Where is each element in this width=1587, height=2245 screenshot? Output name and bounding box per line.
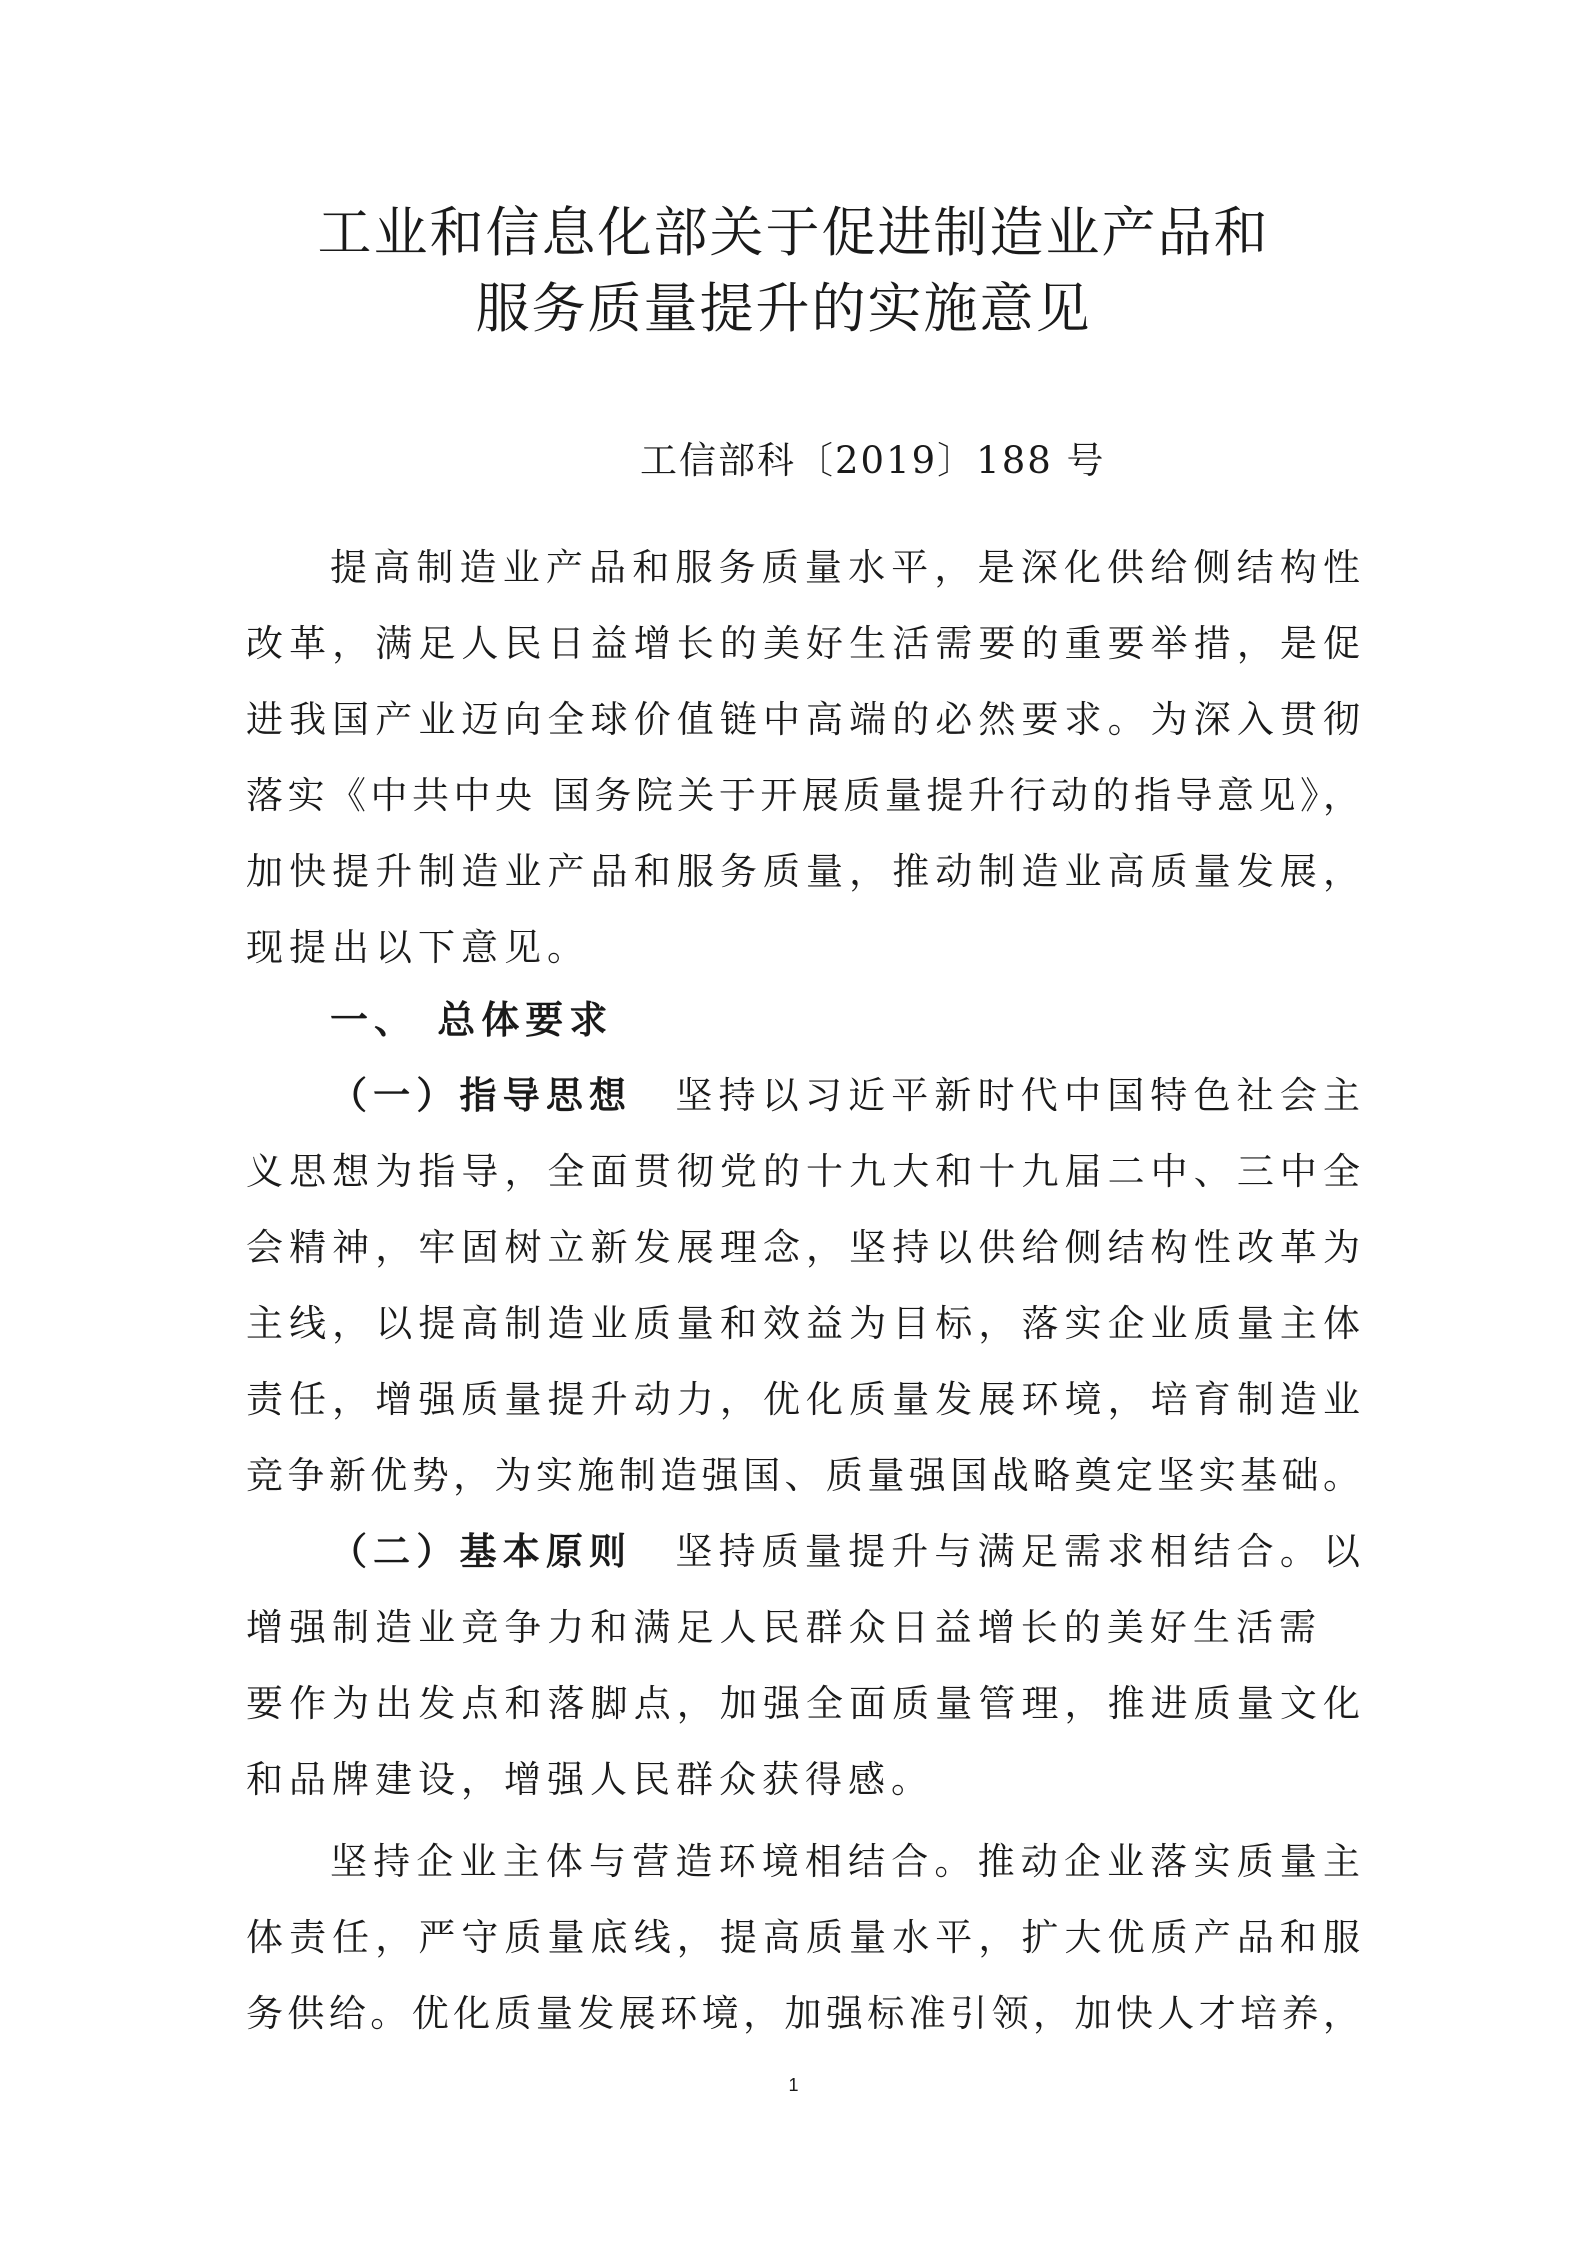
subsection-text: 坚持质量提升与满足需求相结合。以: [632, 1530, 1361, 1573]
subsection-first-line: [330, 1532, 1360, 1572]
paragraph-line: 进我国产业迈向全球价值链中高端的必然要求。为深入贯彻: [246, 698, 1360, 741]
subsection-label: （二）基本原则: [330, 1530, 633, 1573]
subsection-text: 坚持以习近平新时代中国特色社会主: [632, 1074, 1361, 1117]
document-title-line-1: 工业和信息化部关于促进制造业产品和: [317, 201, 1270, 264]
paragraph-line: 现提出以下意见。: [246, 926, 590, 969]
paragraph-line: 和品牌建设，增强人民群众获得感。: [246, 1758, 934, 1801]
paragraph-line: 要作为出发点和落脚点，加强全面质量管理，推进质量文化: [246, 1682, 1360, 1725]
paragraph-line: 竞争新优势，为实施制造强国、质量强国战略奠定坚实基础。: [246, 1454, 1360, 1497]
paragraph-line: 改革，满足人民日益增长的美好生活需要的重要举措，是促: [246, 622, 1360, 665]
section-heading: 一、 总体要求: [330, 998, 614, 1042]
paragraph-line: 体责任，严守质量底线，提高质量水平，扩大优质产品和服: [246, 1916, 1360, 1959]
paragraph-line: 责任，增强质量提升动力，优化质量发展环境，培育制造业: [246, 1378, 1360, 1421]
paragraph-line: 增强制造业竞争力和满足人民群众日益增长的美好生活需: [246, 1606, 1316, 1649]
paragraph-line: 提高制造业产品和服务质量水平，是深化供给侧结构性: [330, 546, 1360, 589]
subsection-first-line: [330, 1076, 1360, 1116]
paragraph-line: 务供给。优化质量发展环境，加强标准引领，加快人才培养，: [246, 1992, 1360, 2035]
paragraph-line: 加快提升制造业产品和服务质量，推动制造业高质量发展，: [246, 850, 1360, 893]
page-number: 1: [788, 2075, 799, 2095]
paragraph-line: 义思想为指导，全面贯彻党的十九大和十九届二中、三中全: [246, 1150, 1360, 1193]
paragraph-line: 会精神，牢固树立新发展理念，坚持以供给侧结构性改革为: [246, 1226, 1360, 1269]
paragraph-line: 落实《中共中央 国务院关于开展质量提升行动的指导意见》，: [246, 774, 1360, 817]
paragraph-line: 坚持企业主体与营造环境相结合。推动企业落实质量主: [330, 1840, 1360, 1883]
paragraph-line: 主线，以提高制造业质量和效益为目标，落实企业质量主体: [246, 1302, 1360, 1345]
document-number: 工信部科〔2019〕188 号: [640, 439, 1106, 482]
document-title-line-2: 服务质量提升的实施意见: [475, 277, 1092, 340]
subsection-label: （一）指导思想: [330, 1074, 633, 1117]
